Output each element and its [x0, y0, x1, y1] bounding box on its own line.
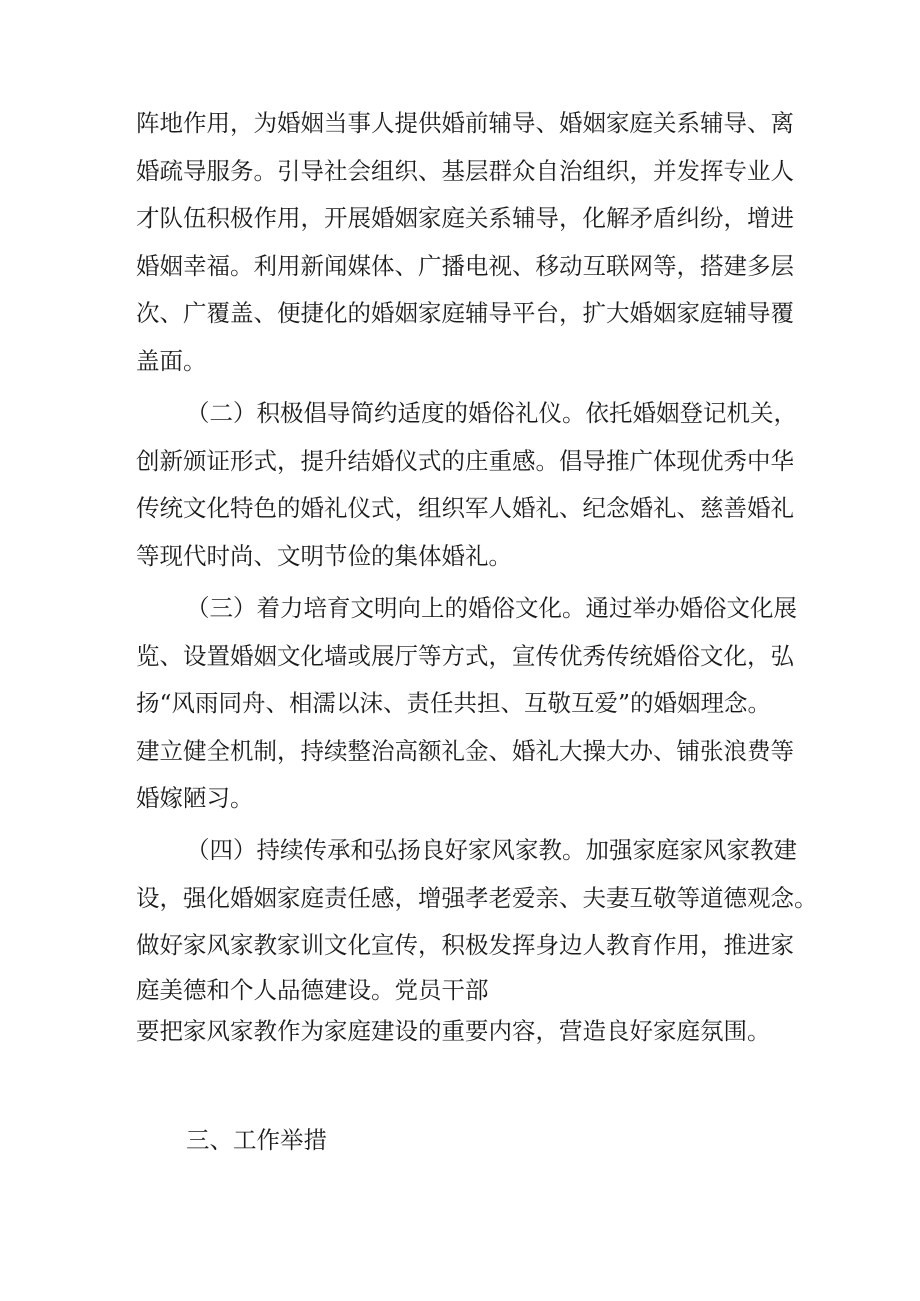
paragraph-line: 要把家风家教作为家庭建设的重要内容，营造良好家庭氛围。 — [136, 1017, 771, 1045]
paragraph-line: （二）积极倡导简约适度的婚俗礼仪。依托婚姻登记机关， — [186, 399, 797, 427]
paragraph-line: 庭美德和个人品德建设。党员干部 — [136, 976, 489, 1004]
paragraph-line: 才队伍积极作用，开展婚姻家庭关系辅导，化解矛盾纠纷，增进 — [136, 204, 794, 232]
paragraph-line: 婚疏导服务。引导社会组织、基层群众自治组织，并发挥专业人 — [136, 157, 794, 185]
paragraph-line: （三）着力培育文明向上的婚俗文化。通过举办婚俗文化展 — [186, 594, 797, 622]
paragraph-line: 等现代时尚、文明节俭的集体婚礼。 — [136, 542, 512, 570]
paragraph-line: 阵地作用，为婚姻当事人提供婚前辅导、婚姻家庭关系辅导、离 — [136, 109, 794, 137]
paragraph-line: 设，强化婚姻家庭责任感，增强孝老爱亲、夫妻互敬等道德观念。 — [136, 884, 818, 912]
paragraph-line: 婚嫁陋习。 — [136, 784, 254, 812]
paragraph-line: 次、广覆盖、便捷化的婚姻家庭辅导平台，扩大婚姻家庭辅导覆 — [136, 299, 794, 327]
paragraph-line: 盖面。 — [136, 347, 207, 375]
paragraph-line: 创新颁证形式，提升结婚仪式的庄重感。倡导推广体现优秀中华 — [136, 447, 794, 475]
paragraph-line: 做好家风家教家训文化宣传，积极发挥身边人教育作用，推进家 — [136, 931, 794, 959]
section-heading: 三、工作举措 — [186, 1126, 327, 1154]
paragraph-line: 婚姻幸福。利用新闻媒体、广播电视、移动互联网等，搭建多层 — [136, 252, 794, 280]
paragraph-line: 览、设置婚姻文化墙或展厅等方式，宣传优秀传统婚俗文化，弘 — [136, 642, 794, 670]
paragraph-line: 扬“风雨同舟、相濡以沫、责任共担、互敬互爱”的婚姻理念。 — [136, 689, 772, 717]
paragraph-line: （四）持续传承和弘扬良好家风家教。加强家庭家风家教建 — [186, 836, 797, 864]
paragraph-line: 建立健全机制，持续整治高额礼金、婚礼大操大办、铺张浪费等 — [136, 737, 794, 765]
paragraph-line: 传统文化特色的婚礼仪式，组织军人婚礼、纪念婚礼、慈善婚礼 — [136, 494, 794, 522]
